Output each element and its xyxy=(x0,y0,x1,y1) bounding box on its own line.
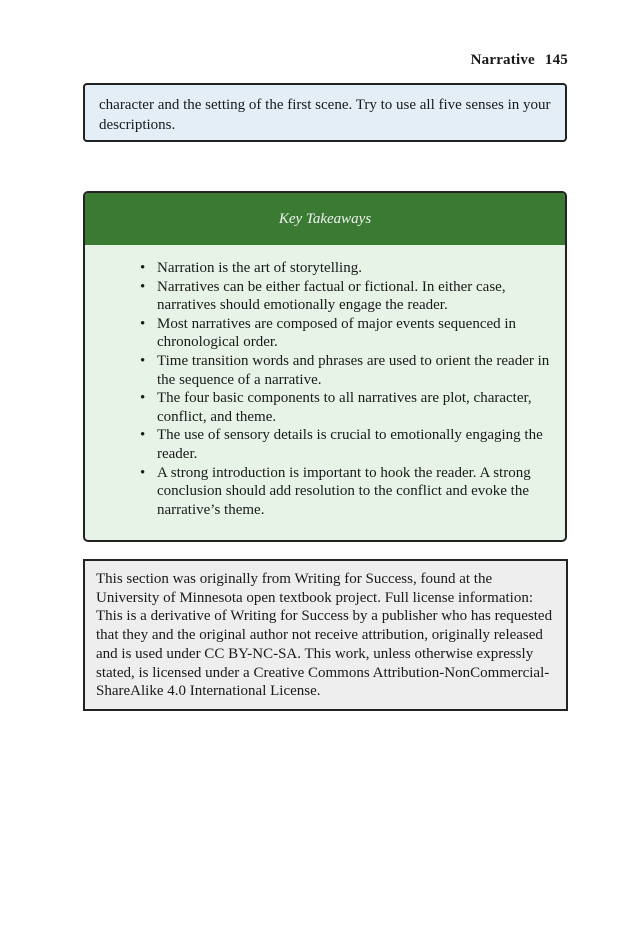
list-item: • A strong introduction is important to hook the reader. A strong conclusion should add resolution to the conflict and evoke the narrative’s theme. xyxy=(157,464,551,520)
list-item: • Most narratives are composed of major events sequenced in chronological order. xyxy=(157,315,551,352)
key-takeaways-heading: Key Takeaways xyxy=(85,193,565,245)
list-item: • The use of sensory details is crucial to emotionally engaging the reader. xyxy=(157,426,551,463)
list-item: • Narration is the art of storytelling. xyxy=(157,259,551,278)
page-number: 145 xyxy=(544,52,568,68)
takeaways-list xyxy=(85,259,565,519)
list-item: • The four basic components to all narratives are plot, character, conflict, and theme. xyxy=(157,389,551,426)
list-item: • Time transition words and phrases are used to orient the reader in the sequence of a narrative. xyxy=(157,352,551,389)
chapter-title: Narrative xyxy=(470,52,535,68)
exercise-text: character and the setting of the first scene. Try to use all five senses in your descriptions. xyxy=(99,97,551,133)
running-head xyxy=(471,52,568,69)
attribution-text: This section was originally from Writing for Success, found at the University of Minnesota open textbook project. Full license information: This is a derivative of Writing for Success by a publisher who has requested that they and the original author not receive attribution, originally released and is used under CC BY-NC-SA. This work, unless otherwise expressly stated, is licensed under a Creative Commons Attribution-NonCommercial-ShareAlike 4.0 International License. xyxy=(96,571,553,700)
list-item: • Narratives can be either factual or fictional. In either case, narratives should emotionally engage the reader. xyxy=(157,278,551,315)
attribution-box xyxy=(83,559,568,711)
exercise-box xyxy=(83,83,567,142)
key-takeaways-box xyxy=(83,191,567,542)
